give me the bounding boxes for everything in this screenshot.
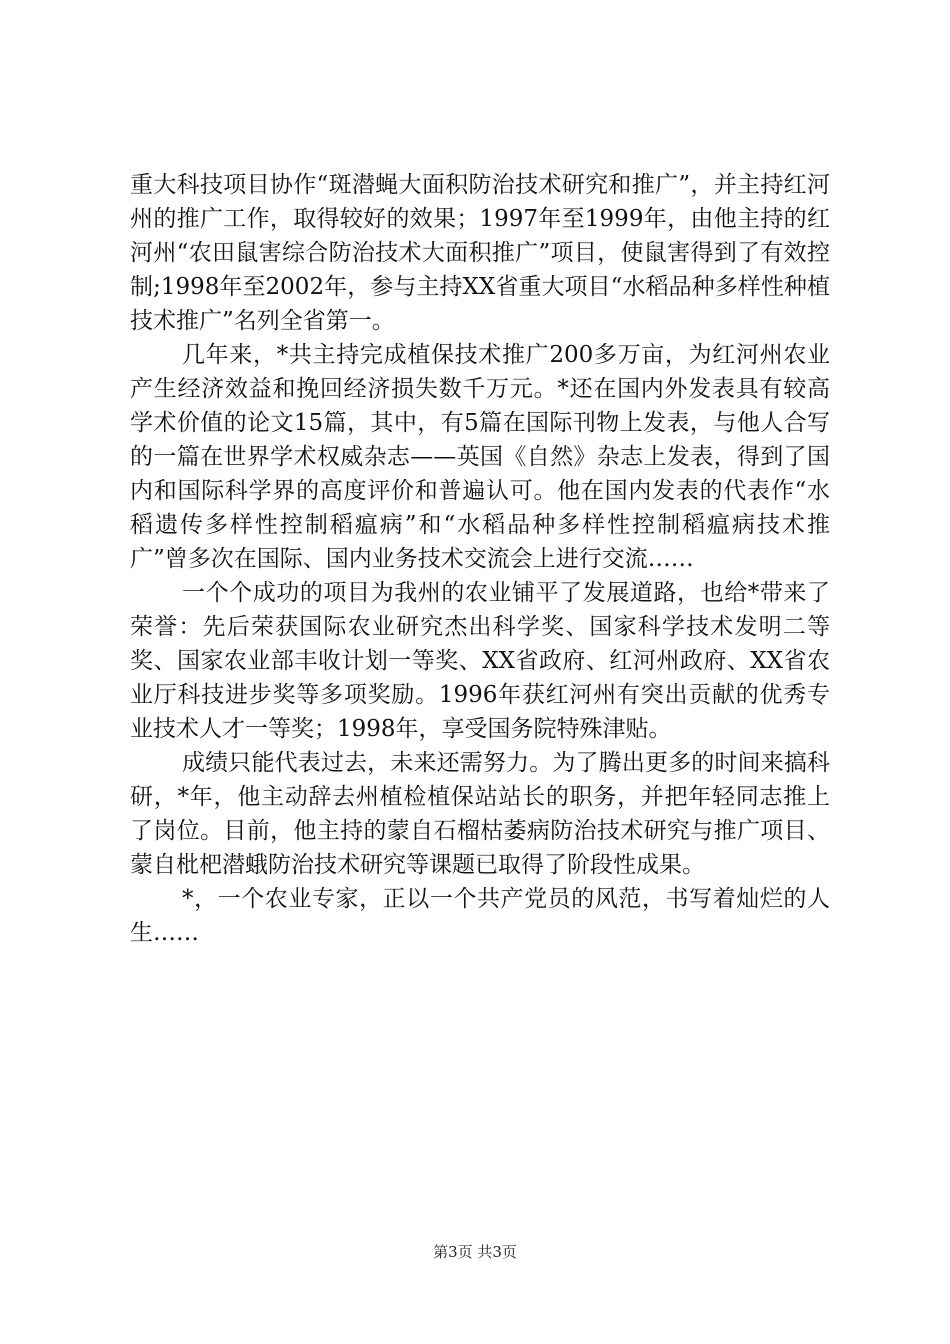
paragraph-1: 重大科技项目协作“斑潜蝇大面积防治技术研究和推广”，并主持红河州的推广工作，取得较好的效果；1997年至1999年，由他主持的红河州“农田鼠害综合防治技术大面积推广”项目，使鼠害得到了有效控制;1998年至2002年，参与主持XX省重大项目“水稻品种多样性种植技术推广”名列全省第一。 (130, 172, 830, 334)
paragraph-2: 几年来，*共主持完成植保技术推广200多万亩，为红河州农业产生经济效益和挽回经济损失数千万元。*还在国内外发表具有较高学术价值的论文15篇，其中，有5篇在国际刊物上发表，与他人合写的一篇在世界学术权威杂志——英国《自然》杂志上发表，得到了国内和国际科学界的高度评价和普遍认可。他在国内发表的代表作“水稻遗传多样性控制稻瘟病”和“水稻品种多样性控制稻瘟病技术推广”曾多次在国际、国内业务技术交流会上进行交流…… (130, 342, 830, 572)
paragraph-4: 成绩只能代表过去，未来还需努力。为了腾出更多的时间来搞科研，*年，他主动辞去州植检植保站站长的职务，并把年轻同志推上了岗位。目前，他主持的蒙自石榴枯萎病防治技术研究与推广项目、蒙自枇杷潜蛾防治技术研究等课题已取得了阶段性成果。 (130, 750, 830, 878)
document-body (130, 168, 830, 950)
paragraph-3: 一个个成功的项目为我州的农业铺平了发展道路，也给*带来了荣誉：先后荣获国际农业研究杰出科学奖、国家科学技术发明二等奖、国家农业部丰收计划一等奖、XX省政府、红河州政府、XX省农业厅科技进步奖等多项奖励。1996年获红河州有突出贡献的优秀专业技术人才一等奖；1998年，享受国务院特殊津贴。 (130, 580, 830, 742)
paragraph-5: *，一个农业专家，正以一个共产党员的风范，书写着灿烂的人生…… (130, 886, 830, 946)
page-number-footer: 第3页 共3页 (433, 1243, 517, 1261)
